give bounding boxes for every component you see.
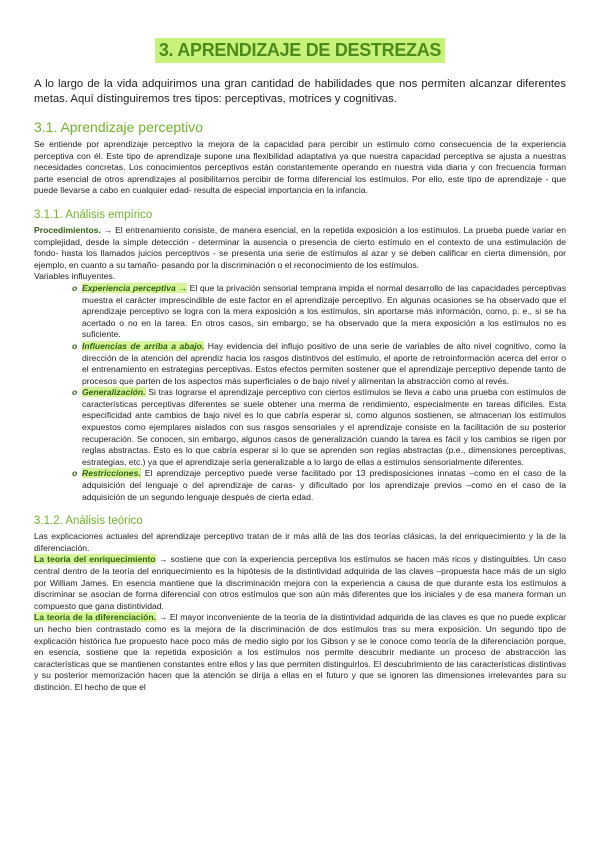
intro-paragraph: A lo largo de la vida adquirimos una gran cantidad de habilidades que nos permiten alcanzar diferentes metas. Aquí distinguiremos tres tipos: perceptivas, motrices y cognitivas. — [34, 78, 566, 105]
bullet-marker: o — [72, 282, 78, 293]
item-text: Hay evidencia del influjo positivo de una serie de variables de alto nivel cognitivo, como la dirección de la atención del aprendiz hacia los rasgos distintivos del estímulo, el aporte de retroinformación acerca del error o el entrenamiento en estrategias perceptivas. Estos efectos permiten sostener que el aprendizaje perceptivo depende tanto de procesos que parten de los aspectos más superficiales o de bajo nivel y alimentan la abstracción como al revés. — [82, 340, 566, 386]
item-label: Experiencia perceptiva → — [82, 282, 188, 293]
section-3-1-body: Se entiende por aprendizaje perceptivo la mejora de la capacidad para percibir un estímulo como consecuencia de la experiencia perceptiva con él. Este tipo de aprendizaje supone una flexibilidad adaptativa ya que nuestra capacidad perceptiva se ajusta a nuestras necesidades concretas. Los conocimientos perceptivos están constantemente operando en nuestra vida diaria y con frecuencia forman parte esencial de otros aprendizajes al posibilitarnos percibir de forma diferencial los estímulos. Por ello, este tipo de aprendizaje - que puede llevarse a cabo en cualquier edad- resulta de especial importancia en la infancia. — [34, 139, 566, 196]
page-title: 3. APRENDIZAJE DE DESTREZAS — [155, 38, 445, 63]
procedures-text: → El entrenamiento consiste, de manera esencial, en la repetida exposición a los estímulos. La prueba puede variar en complejidad, desde la simple detección - determinar la ausencia o presencia de cierto estímulo en el contexto de una estimulación de fondo- hasta los llamados juicios perceptivos - se presenta una serie de estímulos al azar y se deben calificar en cierta dimensión, por ejemplo, en cuanto a su tamaño- pasando por la discriminación o el reconocimiento de los estímulos. — [34, 224, 566, 270]
enrichment-text: → sostiene que con la experiencia perceptiva los estímulos se hacen más ricos y distinguibles. Un caso central dentro de la teoría del enriquecimiento es la hipótesis de la distintividad adquirida de las claves –propuesta hace más de un siglo por William James. En esencia mantiene que la discriminación mejora con la experiencia a causa de que durante esta los estímulos a discriminar se asocian de forma diferencial con otros estímulos que son aún más diferentes que los iniciales y de esa manera forman un compuesto que gana distintividad. — [34, 554, 566, 611]
enrichment-paragraph — [34, 554, 566, 612]
theory-intro: Las explicaciones actuales del aprendizaje perceptivo tratan de ir más allá de las dos teorías clásicas, la del enriquecimiento y la de la diferenciación. — [34, 531, 566, 553]
list-item — [34, 341, 566, 387]
section-heading-3-1-1: 3.1.1. Análisis empírico — [34, 208, 153, 221]
list-item — [34, 387, 566, 468]
item-text: El aprendizaje perceptivo puede verse facilitado por 13 predisposiciones innatas –como en el caso de la adquisición del lenguaje o del aprendizaje de caras- y dificultado por los aprendizaje previos –como en el caso de la adquisición de un segundo lenguaje después de cierta edad. — [82, 468, 566, 502]
differentiation-paragraph — [34, 612, 566, 693]
enrichment-label: La teoría del enriquecimiento — [34, 554, 156, 565]
item-label: Influencias de arriba a abajo. — [82, 340, 205, 351]
bullet-marker: o — [72, 340, 78, 351]
procedures-paragraph — [34, 225, 566, 271]
list-item — [34, 283, 566, 341]
item-text: Si tras lograrse el aprendizaje perceptivo con ciertos estímulos se lleva a cabo una prueba con estímulos de características perceptivas diferentes se suele obtener una merma de rendimiento, especialmente en tareas difíciles. Esta especificidad ante cambios de bajo nivel es lo que cabría esperar si, como algunos sostienen, se almacenan los estímulos expuestos como ejemplares aislados con sus rasgos sensoriales y el aprendizaje consiste en la facilitación de su posterior recuperación. Se conocen, sin embargo, algunos casos de generalización cuando la tarea es fácil y los cambios se rigen por reglas abstractas. Esto es lo que cabría esperar si lo que se aprenden son reglas abstractas (p.e., dimensiones perceptivas, estrategias, etc.) ya que el aprendizaje sería generalizable a lo largo de ellas a estímulos sensorialmente diferentes. — [82, 387, 566, 467]
bullet-marker: o — [72, 387, 78, 398]
item-label: Restricciones. — [82, 468, 141, 479]
bullet-marker: o — [72, 468, 78, 479]
list-item — [34, 468, 566, 503]
differentiation-text: → El mayor inconveniente de la teoría de la distintividad adquirida de las claves es que no puede explicar un hecho bien contrastado como es la mejora de la discriminación de dos estímulos tras su mera exposición. Un segundo tipo de explicación histórica fue propuesto hace poco más de medio siglo por los Gibson y se le conoce como teoría de la diferenciación porque, en esencia, sostiene que la repetida exposición a los estímulos nos permite descubrir mediante un proceso de abstracción las características que se mantienen constantes entre ellos y las que permiten distinguirlos. El descubrimiento de las características distintivas y su posterior memorización hacen que la atención se dirija a ellas en el futuro y que se ignoren las dimensiones irrelevantes para su distinción. El hecho de que el — [34, 612, 566, 692]
variables-label: Variables influyentes. — [34, 271, 116, 282]
section-heading-3-1-2: 3.1.2. Análisis teórico — [34, 515, 143, 528]
procedures-label: Procedimientos. — [34, 224, 101, 235]
differentiation-label: La teoría de la diferenciación. — [34, 612, 156, 623]
item-label: Generalización. — [82, 387, 146, 398]
section-heading-3-1: 3.1. Aprendizaje perceptivo — [34, 119, 203, 135]
item-text: El que la privación sensorial temprana impida el normal desarrollo de las capacidades perceptivas muestra el carácter imprescindible de este factor en el aprendizaje perceptivo. En algunas ocasiones se ha observado que el aprendizaje perceptivo se logra con la mera exposición a los estímulos, sin aportarse más información, como, p. e., si se ha acertado o no en la tarea. En otros casos, sin embargo, se ha observado que la mera exposición a los estímulos no es suficiente. — [82, 282, 566, 340]
